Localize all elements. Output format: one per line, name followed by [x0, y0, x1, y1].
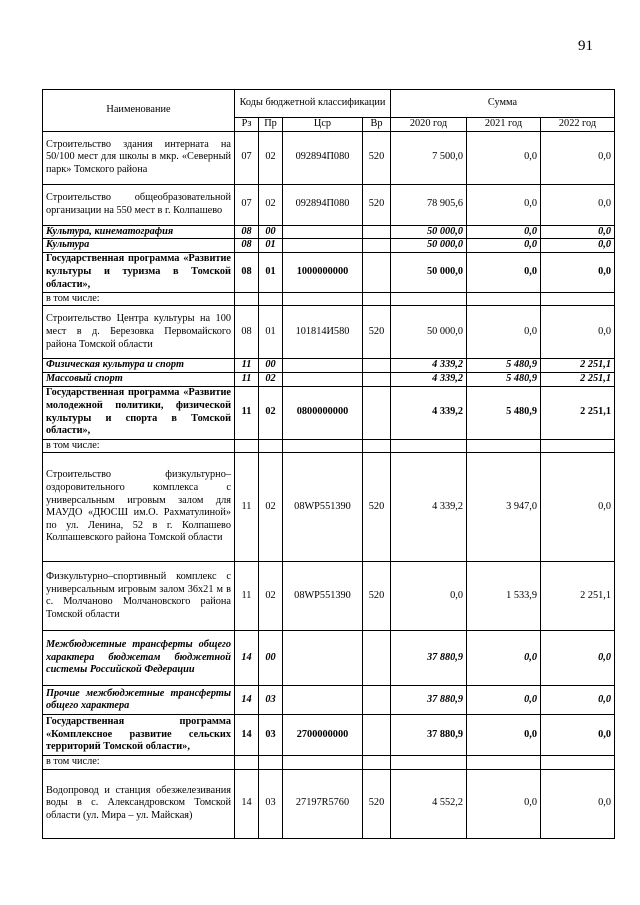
row-2021: 0,0	[467, 131, 541, 184]
row-pr: 00	[259, 631, 283, 686]
row-vr: 520	[363, 769, 391, 838]
header-vr: Вр	[363, 118, 391, 132]
header-pr: Пр	[259, 118, 283, 132]
header-2020: 2020 год	[391, 118, 467, 132]
row-2021: 0,0	[467, 184, 541, 225]
row-vr	[363, 631, 391, 686]
row-2022: 2 251,1	[541, 562, 615, 631]
row-vr	[363, 439, 391, 453]
row-2021	[467, 439, 541, 453]
table-row	[43, 631, 615, 686]
row-rz: 08	[235, 225, 259, 239]
row-2020	[391, 292, 467, 306]
row-rz	[235, 292, 259, 306]
row-2021: 0,0	[467, 769, 541, 838]
row-name: в том числе:	[43, 292, 235, 306]
row-2021: 0,0	[467, 306, 541, 359]
table-row	[43, 439, 615, 453]
row-2021	[467, 756, 541, 770]
row-pr: 01	[259, 306, 283, 359]
row-name: Культура, кинематография	[43, 225, 235, 239]
header-sum: Сумма	[391, 90, 615, 118]
table-row	[43, 386, 615, 439]
row-2021: 0,0	[467, 225, 541, 239]
row-2022	[541, 439, 615, 453]
row-2022: 0,0	[541, 184, 615, 225]
row-pr: 02	[259, 372, 283, 386]
row-2022: 0,0	[541, 715, 615, 756]
header-rz: Рз	[235, 118, 259, 132]
row-2022: 0,0	[541, 306, 615, 359]
row-name: Строительство физкультурно–оздоровительного комплекса с универсальным игровым залом для МАУДО «ДЮСШ им.О. Рахматулиной» по ул. Ленина, 52 в г. Колпашево Колпашевского района Томской области	[43, 453, 235, 562]
row-pr: 03	[259, 715, 283, 756]
row-name: Прочие межбюджетные трансферты общего характера	[43, 686, 235, 715]
row-rz: 11	[235, 453, 259, 562]
row-2021: 5 480,9	[467, 372, 541, 386]
row-csr: 27197R5760	[283, 769, 363, 838]
row-pr	[259, 756, 283, 770]
row-pr: 01	[259, 252, 283, 292]
row-vr: 520	[363, 184, 391, 225]
row-pr	[259, 292, 283, 306]
row-2020: 4 552,2	[391, 769, 467, 838]
row-2022: 0,0	[541, 453, 615, 562]
row-pr: 03	[259, 769, 283, 838]
row-vr	[363, 225, 391, 239]
table-row	[43, 225, 615, 239]
row-csr: 092894П080	[283, 131, 363, 184]
row-2021: 5 480,9	[467, 386, 541, 439]
row-rz: 14	[235, 715, 259, 756]
table-row	[43, 756, 615, 770]
row-vr	[363, 239, 391, 253]
row-2022: 0,0	[541, 252, 615, 292]
row-2021: 0,0	[467, 252, 541, 292]
row-name: в том числе:	[43, 439, 235, 453]
table-row	[43, 686, 615, 715]
table-row	[43, 715, 615, 756]
row-vr: 520	[363, 562, 391, 631]
row-name: Государственная программа «Комплексное развитие сельских территорий Томской области»,	[43, 715, 235, 756]
row-2020: 4 339,2	[391, 386, 467, 439]
table-row	[43, 453, 615, 562]
row-csr: 08WP551390	[283, 453, 363, 562]
row-csr	[283, 359, 363, 373]
row-2022: 2 251,1	[541, 359, 615, 373]
row-csr	[283, 439, 363, 453]
page-number: 91	[578, 38, 593, 54]
row-2020: 78 905,6	[391, 184, 467, 225]
row-2022	[541, 292, 615, 306]
table-row	[43, 306, 615, 359]
row-2020: 4 339,2	[391, 359, 467, 373]
row-vr: 520	[363, 131, 391, 184]
row-2022: 0,0	[541, 686, 615, 715]
header-csr: Цср	[283, 118, 363, 132]
row-csr: 101814И580	[283, 306, 363, 359]
table-row	[43, 562, 615, 631]
row-2021: 3 947,0	[467, 453, 541, 562]
row-rz: 08	[235, 306, 259, 359]
row-2021: 0,0	[467, 686, 541, 715]
row-vr	[363, 252, 391, 292]
row-rz: 07	[235, 131, 259, 184]
table-row	[43, 239, 615, 253]
row-2020: 50 000,0	[391, 239, 467, 253]
budget-table	[42, 89, 615, 839]
row-2022: 0,0	[541, 131, 615, 184]
row-2020: 50 000,0	[391, 225, 467, 239]
row-vr	[363, 686, 391, 715]
row-2021: 5 480,9	[467, 359, 541, 373]
header-2022: 2022 год	[541, 118, 615, 132]
row-csr: 092894П080	[283, 184, 363, 225]
row-name: Государственная программа «Развитие молодежной политики, физической культуры и спорта в Томской области»,	[43, 386, 235, 439]
row-2020: 0,0	[391, 562, 467, 631]
row-2020	[391, 439, 467, 453]
table-row	[43, 131, 615, 184]
row-2020: 4 339,2	[391, 372, 467, 386]
row-rz: 08	[235, 239, 259, 253]
row-2022: 0,0	[541, 225, 615, 239]
row-rz: 11	[235, 372, 259, 386]
row-pr: 01	[259, 239, 283, 253]
table-row	[43, 372, 615, 386]
table-row	[43, 292, 615, 306]
row-2021: 0,0	[467, 715, 541, 756]
row-rz: 11	[235, 386, 259, 439]
row-2021: 0,0	[467, 239, 541, 253]
row-rz: 14	[235, 686, 259, 715]
row-2021: 0,0	[467, 631, 541, 686]
row-csr	[283, 631, 363, 686]
row-csr: 2700000000	[283, 715, 363, 756]
row-csr	[283, 292, 363, 306]
row-name: Строительство здания интерната на 50/100 мест для школы в мкр. «Северный парк» Томского района	[43, 131, 235, 184]
row-2022: 0,0	[541, 769, 615, 838]
row-pr: 00	[259, 225, 283, 239]
row-rz: 14	[235, 769, 259, 838]
row-2020: 37 880,9	[391, 631, 467, 686]
row-csr	[283, 225, 363, 239]
row-pr: 03	[259, 686, 283, 715]
row-vr: 520	[363, 453, 391, 562]
row-2020: 37 880,9	[391, 715, 467, 756]
row-2020: 37 880,9	[391, 686, 467, 715]
row-2020	[391, 756, 467, 770]
row-rz: 14	[235, 631, 259, 686]
row-pr	[259, 439, 283, 453]
table-row	[43, 359, 615, 373]
row-pr: 02	[259, 562, 283, 631]
row-2022	[541, 756, 615, 770]
table-row	[43, 252, 615, 292]
row-rz	[235, 439, 259, 453]
row-name: Культура	[43, 239, 235, 253]
row-csr	[283, 756, 363, 770]
row-2021	[467, 292, 541, 306]
row-rz: 11	[235, 562, 259, 631]
table-row	[43, 769, 615, 838]
row-vr	[363, 715, 391, 756]
row-pr: 00	[259, 359, 283, 373]
header-row	[43, 90, 615, 118]
row-2020: 50 000,0	[391, 252, 467, 292]
header-name: Наименование	[43, 90, 235, 132]
row-rz: 11	[235, 359, 259, 373]
row-name: Межбюджетные трансферты общего характера бюджетам бюджетной системы Российской Федерации	[43, 631, 235, 686]
row-2022: 0,0	[541, 239, 615, 253]
row-vr	[363, 292, 391, 306]
row-rz: 08	[235, 252, 259, 292]
row-name: Физическая культура и спорт	[43, 359, 235, 373]
row-pr: 02	[259, 131, 283, 184]
row-2022: 0,0	[541, 631, 615, 686]
row-name: Государственная программа «Развитие культуры и туризма в Томской области»,	[43, 252, 235, 292]
row-rz	[235, 756, 259, 770]
row-csr: 1000000000	[283, 252, 363, 292]
row-pr: 02	[259, 453, 283, 562]
row-csr: 08WP551390	[283, 562, 363, 631]
row-2022: 2 251,1	[541, 386, 615, 439]
row-name: Строительство Центра культуры на 100 мест в д. Березовка Первомайского района Томской области	[43, 306, 235, 359]
row-2022: 2 251,1	[541, 372, 615, 386]
row-pr: 02	[259, 386, 283, 439]
header-2021: 2021 год	[467, 118, 541, 132]
row-vr: 520	[363, 306, 391, 359]
row-vr	[363, 372, 391, 386]
row-2020: 7 500,0	[391, 131, 467, 184]
row-vr	[363, 386, 391, 439]
row-name: Водопровод и станция обезжелезивания воды в с. Александровском Томской области (ул. Мира – ул. Майская)	[43, 769, 235, 838]
row-vr	[363, 359, 391, 373]
row-vr	[363, 756, 391, 770]
row-2021: 1 533,9	[467, 562, 541, 631]
row-2020: 50 000,0	[391, 306, 467, 359]
row-csr	[283, 372, 363, 386]
row-csr: 0800000000	[283, 386, 363, 439]
header-codes: Коды бюджетной классификации	[235, 90, 391, 118]
row-csr	[283, 239, 363, 253]
row-name: в том числе:	[43, 756, 235, 770]
table-row	[43, 184, 615, 225]
row-rz: 07	[235, 184, 259, 225]
row-csr	[283, 686, 363, 715]
row-pr: 02	[259, 184, 283, 225]
row-2020: 4 339,2	[391, 453, 467, 562]
row-name: Строительство общеобразовательной организации на 550 мест в г. Колпашево	[43, 184, 235, 225]
row-name: Массовый спорт	[43, 372, 235, 386]
row-name: Физкультурно–спортивный комплекс с универсальным игровым залом 36х21 м в с. Молчаново Молчановского района Томской области	[43, 562, 235, 631]
